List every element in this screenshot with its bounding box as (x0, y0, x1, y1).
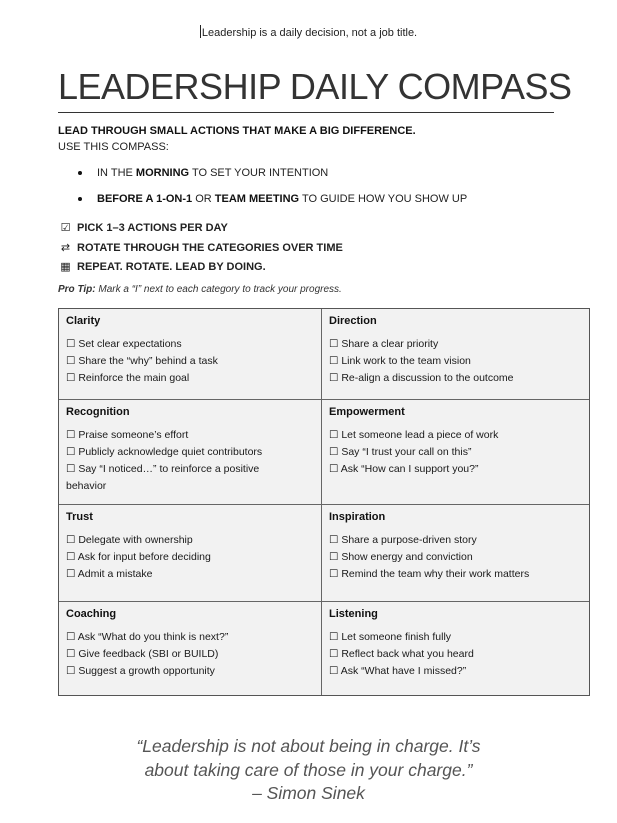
top-quote-text: Leadership is a daily decision, not a job title. (201, 27, 418, 39)
instruction-pick: ☑ PICK 1–3 ACTIONS PER DAY (59, 219, 343, 239)
checkbox-item[interactable]: ☐ Share a purpose-driven story (329, 534, 477, 546)
checkbox-item[interactable]: ☐ Admit a mistake (66, 568, 153, 580)
checkbox-item[interactable]: ☐ Ask “What do you think is next?” (66, 631, 229, 643)
quote-author: – Simon Sinek (252, 783, 365, 803)
checkbox-item-continued: behavior (66, 480, 107, 492)
instructions (59, 219, 343, 278)
checkbox-item[interactable]: ☐ Ask for input before deciding (66, 551, 211, 563)
category-coaching: Coaching ☐ Ask “What do you think is next?” ☐ Give feedback (SBI or BUILD) ☐ Suggest a growth opportunity (59, 602, 321, 680)
checkbox-item[interactable]: ☐ Let someone lead a piece of work (329, 429, 499, 441)
checkbox-item[interactable]: ☐ Suggest a growth opportunity (66, 665, 215, 677)
page-title: LEADERSHIP DAILY COMPASS (58, 66, 572, 107)
quote-line: about taking care of those in your charge.” (144, 759, 473, 780)
quote-line: “Leadership is not about being in charge. It’s (136, 736, 481, 756)
checkbox-item[interactable]: ☐ Share a clear priority (329, 338, 439, 350)
usage-list (76, 162, 467, 214)
category-direction: Direction ☐ Share a clear priority ☐ Link work to the team vision ☐ Re-align a discussion to the outcome (322, 309, 590, 387)
checkbox-item[interactable]: ☐ Re-align a discussion to the outcome (329, 372, 514, 384)
subheading: LEAD THROUGH SMALL ACTIONS THAT MAKE A BIG DIFFERENCE. (58, 125, 416, 137)
checkbox-item[interactable]: ☐ Reinforce the main goal (66, 372, 190, 384)
grid-icon: ▦ (60, 261, 71, 273)
checkbox-item[interactable]: ☐ Publicly acknowledge quiet contributors (66, 446, 263, 458)
pro-tip: Pro Tip: Mark a “I” next to each category to track your progress. (58, 284, 342, 295)
use-line: USE THIS COMPASS: (58, 141, 169, 153)
checkbox-item[interactable]: ☐ Reflect back what you heard (329, 648, 474, 660)
category-inspiration: Inspiration ☐ Share a purpose-driven story ☐ Show energy and conviction ☐ Remind the team why their work matters (322, 505, 590, 583)
compass-grid (58, 308, 590, 696)
checkbox-item[interactable]: ☐ Show energy and conviction (329, 551, 473, 563)
closing-quote (0, 735, 617, 806)
usage-item-morning: IN THE MORNING TO SET YOUR INTENTION (76, 162, 467, 188)
checkbox-item[interactable]: ☐ Praise someone’s effort (66, 429, 189, 441)
checkbox-icon: ☑ (60, 222, 71, 234)
checkbox-item[interactable]: ☐ Ask “How can I support you?” (329, 463, 479, 475)
checkbox-item[interactable]: ☐ Say “I noticed…” to reinforce a positive (66, 463, 260, 475)
instruction-rotate: ⇄ ROTATE THROUGH THE CATEGORIES OVER TIME (59, 239, 343, 259)
checkbox-item[interactable]: ☐ Remind the team why their work matters (329, 568, 530, 580)
checkbox-item[interactable]: ☐ Let someone finish fully (329, 631, 452, 643)
text-cursor (200, 25, 201, 38)
category-trust: Trust ☐ Delegate with ownership ☐ Ask for input before deciding ☐ Admit a mistake (59, 505, 321, 583)
title-divider (58, 112, 554, 113)
checkbox-item[interactable]: ☐ Say “I trust your call on this” (329, 446, 472, 458)
checkbox-item[interactable]: ☐ Delegate with ownership (66, 534, 193, 546)
checkbox-item[interactable]: ☐ Link work to the team vision (329, 355, 471, 367)
category-listening: Listening ☐ Let someone finish fully ☐ Reflect back what you heard ☐ Ask “What have I missed?” (322, 602, 590, 680)
category-clarity: Clarity ☐ Set clear expectations ☐ Share the “why” behind a task ☐ Reinforce the main goal (59, 309, 321, 387)
category-recognition: Recognition ☐ Praise someone’s effort ☐ Publicly acknowledge quiet contributors ☐ Say “I noticed…” to reinforce a positive behavior (59, 400, 321, 495)
instruction-repeat: ▦ REPEAT. ROTATE. LEAD BY DOING. (59, 258, 343, 278)
checkbox-item[interactable]: ☐ Ask “What have I missed?” (329, 665, 467, 677)
usage-item-meeting: BEFORE A 1-ON-1 OR TEAM MEETING TO GUIDE HOW YOU SHOW UP (76, 188, 467, 214)
checkbox-item[interactable]: ☐ Share the “why” behind a task (66, 355, 218, 367)
top-quote (0, 25, 617, 39)
checkbox-item[interactable]: ☐ Give feedback (SBI or BUILD) (66, 648, 219, 660)
category-empowerment: Empowerment ☐ Let someone lead a piece of work ☐ Say “I trust your call on this” ☐ Ask “How can I support you?” (322, 400, 590, 478)
checkbox-item[interactable]: ☐ Set clear expectations (66, 338, 182, 350)
repeat-icon: ⇄ (60, 241, 71, 254)
